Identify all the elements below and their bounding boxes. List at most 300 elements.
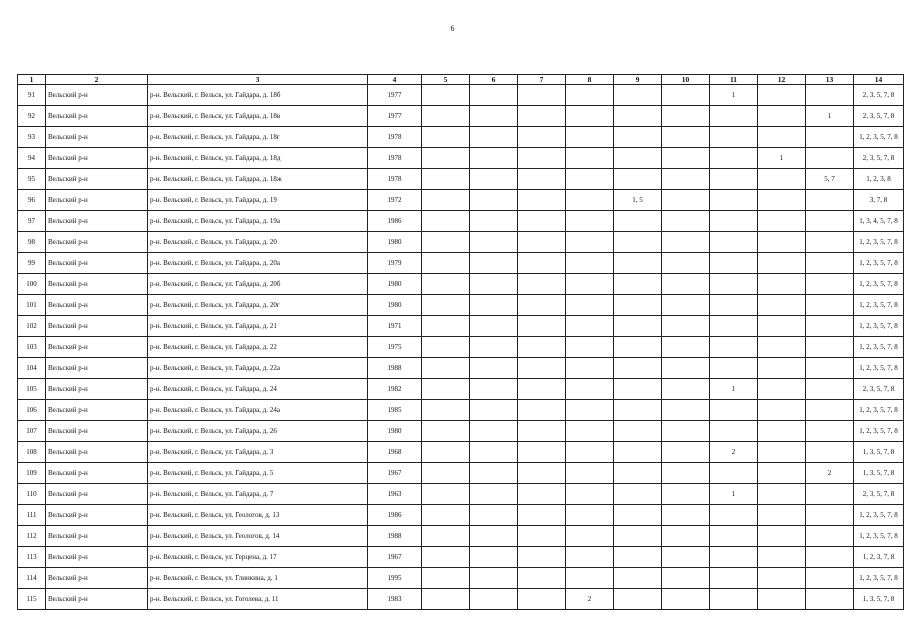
col10-cell bbox=[662, 106, 710, 127]
district-cell: Вельский р-н bbox=[46, 484, 148, 505]
col9-cell bbox=[614, 316, 662, 337]
address-cell: р-н. Вельский, г. Вельск, ул. Гайдара, д. 24а bbox=[148, 400, 368, 421]
col7-cell bbox=[518, 106, 566, 127]
col7-cell bbox=[518, 505, 566, 526]
col5-cell bbox=[422, 148, 470, 169]
year-cell: 1978 bbox=[368, 169, 422, 190]
col11-cell bbox=[710, 169, 758, 190]
district-cell: Вельский р-н bbox=[46, 526, 148, 547]
col14-cell: 1, 2, 3, 5, 7, 8 bbox=[854, 127, 904, 148]
address-cell: р-н. Вельский, г. Вельск, ул. Гайдара, д. 18ж bbox=[148, 169, 368, 190]
col13-cell bbox=[806, 253, 854, 274]
table-row bbox=[18, 442, 904, 463]
column-header-4: 4 bbox=[368, 75, 422, 85]
col13-cell bbox=[806, 358, 854, 379]
year-cell: 1971 bbox=[368, 316, 422, 337]
year-cell: 1986 bbox=[368, 505, 422, 526]
column-header-5: 5 bbox=[422, 75, 470, 85]
column-header-9: 9 bbox=[614, 75, 662, 85]
address-cell: р-н. Вельский, г. Вельск, ул. Гайдара, д. 22а bbox=[148, 358, 368, 379]
col7-cell bbox=[518, 358, 566, 379]
col6-cell bbox=[470, 358, 518, 379]
col12-cell bbox=[758, 358, 806, 379]
district-cell: Вельский р-н bbox=[46, 568, 148, 589]
table-row bbox=[18, 379, 904, 400]
year-cell: 1986 bbox=[368, 211, 422, 232]
col12-cell bbox=[758, 505, 806, 526]
col8-cell bbox=[566, 190, 614, 211]
district-cell: Вельский р-н bbox=[46, 148, 148, 169]
row-number-cell: 114 bbox=[18, 568, 46, 589]
year-cell: 1988 bbox=[368, 358, 422, 379]
table-row bbox=[18, 463, 904, 484]
district-cell: Вельский р-н bbox=[46, 379, 148, 400]
col10-cell bbox=[662, 190, 710, 211]
row-number-cell: 107 bbox=[18, 421, 46, 442]
col10-cell bbox=[662, 547, 710, 568]
col7-cell bbox=[518, 568, 566, 589]
col12-cell bbox=[758, 421, 806, 442]
table-row bbox=[18, 568, 904, 589]
col6-cell bbox=[470, 442, 518, 463]
row-number-cell: 104 bbox=[18, 358, 46, 379]
col7-cell bbox=[518, 295, 566, 316]
row-number-cell: 91 bbox=[18, 85, 46, 106]
col13-cell bbox=[806, 547, 854, 568]
col8-cell bbox=[566, 379, 614, 400]
col6-cell bbox=[470, 190, 518, 211]
year-cell: 1980 bbox=[368, 274, 422, 295]
row-number-cell: 108 bbox=[18, 442, 46, 463]
col8-cell bbox=[566, 400, 614, 421]
col13-cell bbox=[806, 148, 854, 169]
col6-cell bbox=[470, 85, 518, 106]
address-cell: р-н. Вельский, г. Вельск, ул. Глинкина, д. 1 bbox=[148, 568, 368, 589]
column-header-2: 2 bbox=[46, 75, 148, 85]
col11-cell bbox=[710, 190, 758, 211]
col10-cell bbox=[662, 85, 710, 106]
col13-cell bbox=[806, 379, 854, 400]
table-header bbox=[18, 75, 904, 85]
col9-cell bbox=[614, 253, 662, 274]
table-row bbox=[18, 169, 904, 190]
address-cell: р-н. Вельский, г. Вельск, ул. Геологов, д. 13 bbox=[148, 505, 368, 526]
col8-cell bbox=[566, 274, 614, 295]
col7-cell bbox=[518, 274, 566, 295]
col7-cell bbox=[518, 316, 566, 337]
col13-cell bbox=[806, 337, 854, 358]
table-row bbox=[18, 400, 904, 421]
district-cell: Вельский р-н bbox=[46, 295, 148, 316]
col9-cell bbox=[614, 295, 662, 316]
col8-cell bbox=[566, 232, 614, 253]
table-row bbox=[18, 253, 904, 274]
col7-cell bbox=[518, 379, 566, 400]
col9-cell bbox=[614, 547, 662, 568]
col14-cell: 1, 2, 3, 5, 7, 8 bbox=[854, 568, 904, 589]
column-header-11: 11 bbox=[710, 75, 758, 85]
row-number-cell: 95 bbox=[18, 169, 46, 190]
table-row bbox=[18, 337, 904, 358]
col6-cell bbox=[470, 316, 518, 337]
col12-cell bbox=[758, 526, 806, 547]
col8-cell: 2 bbox=[566, 589, 614, 610]
address-cell: р-н. Вельский, г. Вельск, ул. Гайдара, д. 20а bbox=[148, 253, 368, 274]
col11-cell bbox=[710, 547, 758, 568]
col12-cell bbox=[758, 379, 806, 400]
col7-cell bbox=[518, 400, 566, 421]
col13-cell bbox=[806, 484, 854, 505]
table-row bbox=[18, 127, 904, 148]
district-cell: Вельский р-н bbox=[46, 274, 148, 295]
col12-cell bbox=[758, 127, 806, 148]
col7-cell bbox=[518, 589, 566, 610]
address-cell: р-н. Вельский, г. Вельск, ул. Гайдара, д. 19 bbox=[148, 190, 368, 211]
col6-cell bbox=[470, 253, 518, 274]
table-row bbox=[18, 547, 904, 568]
col6-cell bbox=[470, 211, 518, 232]
col10-cell bbox=[662, 526, 710, 547]
table-row bbox=[18, 295, 904, 316]
address-cell: р-н. Вельский, г. Вельск, ул. Гайдара, д. 26 bbox=[148, 421, 368, 442]
table-row bbox=[18, 274, 904, 295]
col11-cell bbox=[710, 358, 758, 379]
address-cell: р-н. Вельский, г. Вельск, ул. Гайдара, д. 18г bbox=[148, 127, 368, 148]
col5-cell bbox=[422, 169, 470, 190]
col7-cell bbox=[518, 463, 566, 484]
table-row bbox=[18, 505, 904, 526]
year-cell: 1967 bbox=[368, 547, 422, 568]
col6-cell bbox=[470, 400, 518, 421]
col6-cell bbox=[470, 169, 518, 190]
col14-cell: 1, 2, 3, 8 bbox=[854, 169, 904, 190]
address-cell: р-н. Вельский, г. Вельск, ул. Гайдара, д. 5 bbox=[148, 463, 368, 484]
table-row bbox=[18, 484, 904, 505]
col6-cell bbox=[470, 127, 518, 148]
col10-cell bbox=[662, 169, 710, 190]
year-cell: 1979 bbox=[368, 253, 422, 274]
col9-cell bbox=[614, 337, 662, 358]
table-body bbox=[18, 85, 904, 610]
col13-cell bbox=[806, 211, 854, 232]
col14-cell: 1, 2, 3, 5, 7, 8 bbox=[854, 253, 904, 274]
row-number-cell: 101 bbox=[18, 295, 46, 316]
col11-cell bbox=[710, 253, 758, 274]
col11-cell bbox=[710, 316, 758, 337]
col9-cell bbox=[614, 505, 662, 526]
row-number-cell: 98 bbox=[18, 232, 46, 253]
district-cell: Вельский р-н bbox=[46, 400, 148, 421]
column-header-3: 3 bbox=[148, 75, 368, 85]
col7-cell bbox=[518, 253, 566, 274]
district-cell: Вельский р-н bbox=[46, 127, 148, 148]
col14-cell: 1, 3, 5, 7, 8 bbox=[854, 442, 904, 463]
address-cell: р-н. Вельский, г. Вельск, ул. Гайдара, д. 18в bbox=[148, 106, 368, 127]
year-cell: 1968 bbox=[368, 442, 422, 463]
row-number-cell: 92 bbox=[18, 106, 46, 127]
col12-cell bbox=[758, 85, 806, 106]
district-cell: Вельский р-н bbox=[46, 589, 148, 610]
col11-cell bbox=[710, 211, 758, 232]
col5-cell bbox=[422, 253, 470, 274]
address-cell: р-н. Вельский, г. Вельск, ул. Гайдара, д. 19а bbox=[148, 211, 368, 232]
col9-cell bbox=[614, 568, 662, 589]
col9-cell bbox=[614, 463, 662, 484]
address-cell: р-н. Вельский, г. Вельск, ул. Гайдара, д. 18б bbox=[148, 85, 368, 106]
col6-cell bbox=[470, 505, 518, 526]
col9-cell bbox=[614, 127, 662, 148]
col8-cell bbox=[566, 337, 614, 358]
col6-cell bbox=[470, 274, 518, 295]
column-header-10: 10 bbox=[662, 75, 710, 85]
year-cell: 1963 bbox=[368, 484, 422, 505]
col13-cell bbox=[806, 85, 854, 106]
district-cell: Вельский р-н bbox=[46, 316, 148, 337]
page-number: 6 bbox=[450, 24, 455, 33]
col9-cell bbox=[614, 484, 662, 505]
col11-cell: 1 bbox=[710, 85, 758, 106]
column-header-7: 7 bbox=[518, 75, 566, 85]
col8-cell bbox=[566, 421, 614, 442]
col5-cell bbox=[422, 568, 470, 589]
col11-cell bbox=[710, 106, 758, 127]
col14-cell: 1, 2, 3, 5, 7, 8 bbox=[854, 400, 904, 421]
col11-cell bbox=[710, 421, 758, 442]
col5-cell bbox=[422, 400, 470, 421]
col5-cell bbox=[422, 316, 470, 337]
col13-cell: 5, 7 bbox=[806, 169, 854, 190]
district-cell: Вельский р-н bbox=[46, 169, 148, 190]
col9-cell bbox=[614, 379, 662, 400]
col10-cell bbox=[662, 421, 710, 442]
col10-cell bbox=[662, 127, 710, 148]
address-cell: р-н. Вельский, г. Вельск, ул. Гайдара, д. 20г bbox=[148, 295, 368, 316]
col14-cell: 1, 3, 5, 7, 8 bbox=[854, 463, 904, 484]
table-row bbox=[18, 148, 904, 169]
district-cell: Вельский р-н bbox=[46, 253, 148, 274]
col12-cell bbox=[758, 190, 806, 211]
col10-cell bbox=[662, 568, 710, 589]
column-header-8: 8 bbox=[566, 75, 614, 85]
col11-cell bbox=[710, 463, 758, 484]
col9-cell bbox=[614, 526, 662, 547]
address-cell: р-н. Вельский, г. Вельск, ул. Гайдара, д. 20б bbox=[148, 274, 368, 295]
col5-cell bbox=[422, 442, 470, 463]
row-number-cell: 100 bbox=[18, 274, 46, 295]
col12-cell: 1 bbox=[758, 148, 806, 169]
col11-cell bbox=[710, 232, 758, 253]
col7-cell bbox=[518, 421, 566, 442]
col6-cell bbox=[470, 463, 518, 484]
col14-cell: 1, 2, 3, 5, 7, 8 bbox=[854, 274, 904, 295]
row-number-cell: 112 bbox=[18, 526, 46, 547]
col11-cell: 1 bbox=[710, 379, 758, 400]
col8-cell bbox=[566, 547, 614, 568]
col7-cell bbox=[518, 148, 566, 169]
table-row bbox=[18, 316, 904, 337]
col6-cell bbox=[470, 232, 518, 253]
row-number-cell: 109 bbox=[18, 463, 46, 484]
year-cell: 1995 bbox=[368, 568, 422, 589]
row-number-cell: 105 bbox=[18, 379, 46, 400]
col5-cell bbox=[422, 547, 470, 568]
col14-cell: 1, 2, 3, 5, 7, 8 bbox=[854, 295, 904, 316]
row-number-cell: 113 bbox=[18, 547, 46, 568]
col13-cell bbox=[806, 568, 854, 589]
col14-cell: 1, 3, 5, 7, 8 bbox=[854, 589, 904, 610]
row-number-cell: 115 bbox=[18, 589, 46, 610]
district-cell: Вельский р-н bbox=[46, 337, 148, 358]
col8-cell bbox=[566, 211, 614, 232]
col13-cell bbox=[806, 127, 854, 148]
col10-cell bbox=[662, 379, 710, 400]
col8-cell bbox=[566, 463, 614, 484]
table-row bbox=[18, 211, 904, 232]
col5-cell bbox=[422, 589, 470, 610]
col12-cell bbox=[758, 589, 806, 610]
address-cell: р-н. Вельский, г. Вельск, ул. Геологов, д. 14 bbox=[148, 526, 368, 547]
col13-cell bbox=[806, 295, 854, 316]
col7-cell bbox=[518, 127, 566, 148]
col11-cell bbox=[710, 589, 758, 610]
col12-cell bbox=[758, 547, 806, 568]
row-number-cell: 111 bbox=[18, 505, 46, 526]
col5-cell bbox=[422, 85, 470, 106]
col10-cell bbox=[662, 253, 710, 274]
col6-cell bbox=[470, 526, 518, 547]
year-cell: 1980 bbox=[368, 232, 422, 253]
housing-table bbox=[17, 74, 904, 610]
col11-cell bbox=[710, 295, 758, 316]
col14-cell: 1, 2, 3, 5, 7, 8 bbox=[854, 316, 904, 337]
col7-cell bbox=[518, 547, 566, 568]
col11-cell: 2 bbox=[710, 442, 758, 463]
col12-cell bbox=[758, 274, 806, 295]
col9-cell bbox=[614, 148, 662, 169]
row-number-cell: 103 bbox=[18, 337, 46, 358]
col6-cell bbox=[470, 421, 518, 442]
table-row bbox=[18, 589, 904, 610]
address-cell: р-н. Вельский, г. Вельск, ул. Герцена, д. 17 bbox=[148, 547, 368, 568]
table-row bbox=[18, 232, 904, 253]
col5-cell bbox=[422, 484, 470, 505]
year-cell: 1967 bbox=[368, 463, 422, 484]
col5-cell bbox=[422, 505, 470, 526]
col6-cell bbox=[470, 295, 518, 316]
col5-cell bbox=[422, 337, 470, 358]
col8-cell bbox=[566, 148, 614, 169]
col14-cell: 2, 3, 5, 7, 8 bbox=[854, 484, 904, 505]
col10-cell bbox=[662, 484, 710, 505]
col14-cell: 3, 7, 8 bbox=[854, 190, 904, 211]
col11-cell bbox=[710, 526, 758, 547]
col5-cell bbox=[422, 358, 470, 379]
col12-cell bbox=[758, 253, 806, 274]
address-cell: р-н. Вельский, г. Вельск, ул. Гайдара, д. 22 bbox=[148, 337, 368, 358]
col9-cell bbox=[614, 106, 662, 127]
year-cell: 1977 bbox=[368, 106, 422, 127]
column-header-6: 6 bbox=[470, 75, 518, 85]
col10-cell bbox=[662, 505, 710, 526]
row-number-cell: 94 bbox=[18, 148, 46, 169]
col5-cell bbox=[422, 421, 470, 442]
col5-cell bbox=[422, 106, 470, 127]
col11-cell bbox=[710, 568, 758, 589]
col5-cell bbox=[422, 526, 470, 547]
col6-cell bbox=[470, 589, 518, 610]
year-cell: 1978 bbox=[368, 127, 422, 148]
address-cell: р-н. Вельский, г. Вельск, ул. Гайдара, д. 24 bbox=[148, 379, 368, 400]
col14-cell: 1, 2, 3, 5, 7, 8 bbox=[854, 526, 904, 547]
year-cell: 1975 bbox=[368, 337, 422, 358]
district-cell: Вельский р-н bbox=[46, 211, 148, 232]
col9-cell bbox=[614, 589, 662, 610]
row-number-cell: 93 bbox=[18, 127, 46, 148]
col10-cell bbox=[662, 316, 710, 337]
district-cell: Вельский р-н bbox=[46, 85, 148, 106]
col7-cell bbox=[518, 85, 566, 106]
col7-cell bbox=[518, 442, 566, 463]
col11-cell bbox=[710, 400, 758, 421]
col14-cell: 1, 2, 3, 5, 7, 8 bbox=[854, 232, 904, 253]
district-cell: Вельский р-н bbox=[46, 106, 148, 127]
district-cell: Вельский р-н bbox=[46, 421, 148, 442]
district-cell: Вельский р-н bbox=[46, 505, 148, 526]
district-cell: Вельский р-н bbox=[46, 358, 148, 379]
col13-cell bbox=[806, 442, 854, 463]
col9-cell bbox=[614, 421, 662, 442]
col8-cell bbox=[566, 295, 614, 316]
col10-cell bbox=[662, 274, 710, 295]
col11-cell bbox=[710, 127, 758, 148]
address-cell: р-н. Вельский, г. Вельск, ул. Гайдара, д. 7 bbox=[148, 484, 368, 505]
col9-cell bbox=[614, 211, 662, 232]
address-cell: р-н. Вельский, г. Вельск, ул. Гайдара, д. 3 bbox=[148, 442, 368, 463]
col8-cell bbox=[566, 106, 614, 127]
year-cell: 1988 bbox=[368, 526, 422, 547]
col14-cell: 1, 3, 4, 5, 7, 8 bbox=[854, 211, 904, 232]
column-header-14: 14 bbox=[854, 75, 904, 85]
table-row bbox=[18, 106, 904, 127]
col13-cell: 1 bbox=[806, 106, 854, 127]
col5-cell bbox=[422, 463, 470, 484]
col8-cell bbox=[566, 526, 614, 547]
col12-cell bbox=[758, 442, 806, 463]
col13-cell: 2 bbox=[806, 463, 854, 484]
col14-cell: 1, 2, 3, 5, 7, 8 bbox=[854, 337, 904, 358]
column-header-13: 13 bbox=[806, 75, 854, 85]
year-cell: 1978 bbox=[368, 148, 422, 169]
col10-cell bbox=[662, 295, 710, 316]
header-row bbox=[18, 75, 904, 85]
col5-cell bbox=[422, 127, 470, 148]
col12-cell bbox=[758, 169, 806, 190]
col8-cell bbox=[566, 169, 614, 190]
row-number-cell: 110 bbox=[18, 484, 46, 505]
col13-cell bbox=[806, 232, 854, 253]
col14-cell: 2, 3, 5, 7, 8 bbox=[854, 85, 904, 106]
col7-cell bbox=[518, 211, 566, 232]
year-cell: 1982 bbox=[368, 379, 422, 400]
col7-cell bbox=[518, 169, 566, 190]
col12-cell bbox=[758, 106, 806, 127]
col12-cell bbox=[758, 295, 806, 316]
row-number-cell: 99 bbox=[18, 253, 46, 274]
col11-cell bbox=[710, 274, 758, 295]
row-number-cell: 106 bbox=[18, 400, 46, 421]
col5-cell bbox=[422, 211, 470, 232]
col13-cell bbox=[806, 505, 854, 526]
